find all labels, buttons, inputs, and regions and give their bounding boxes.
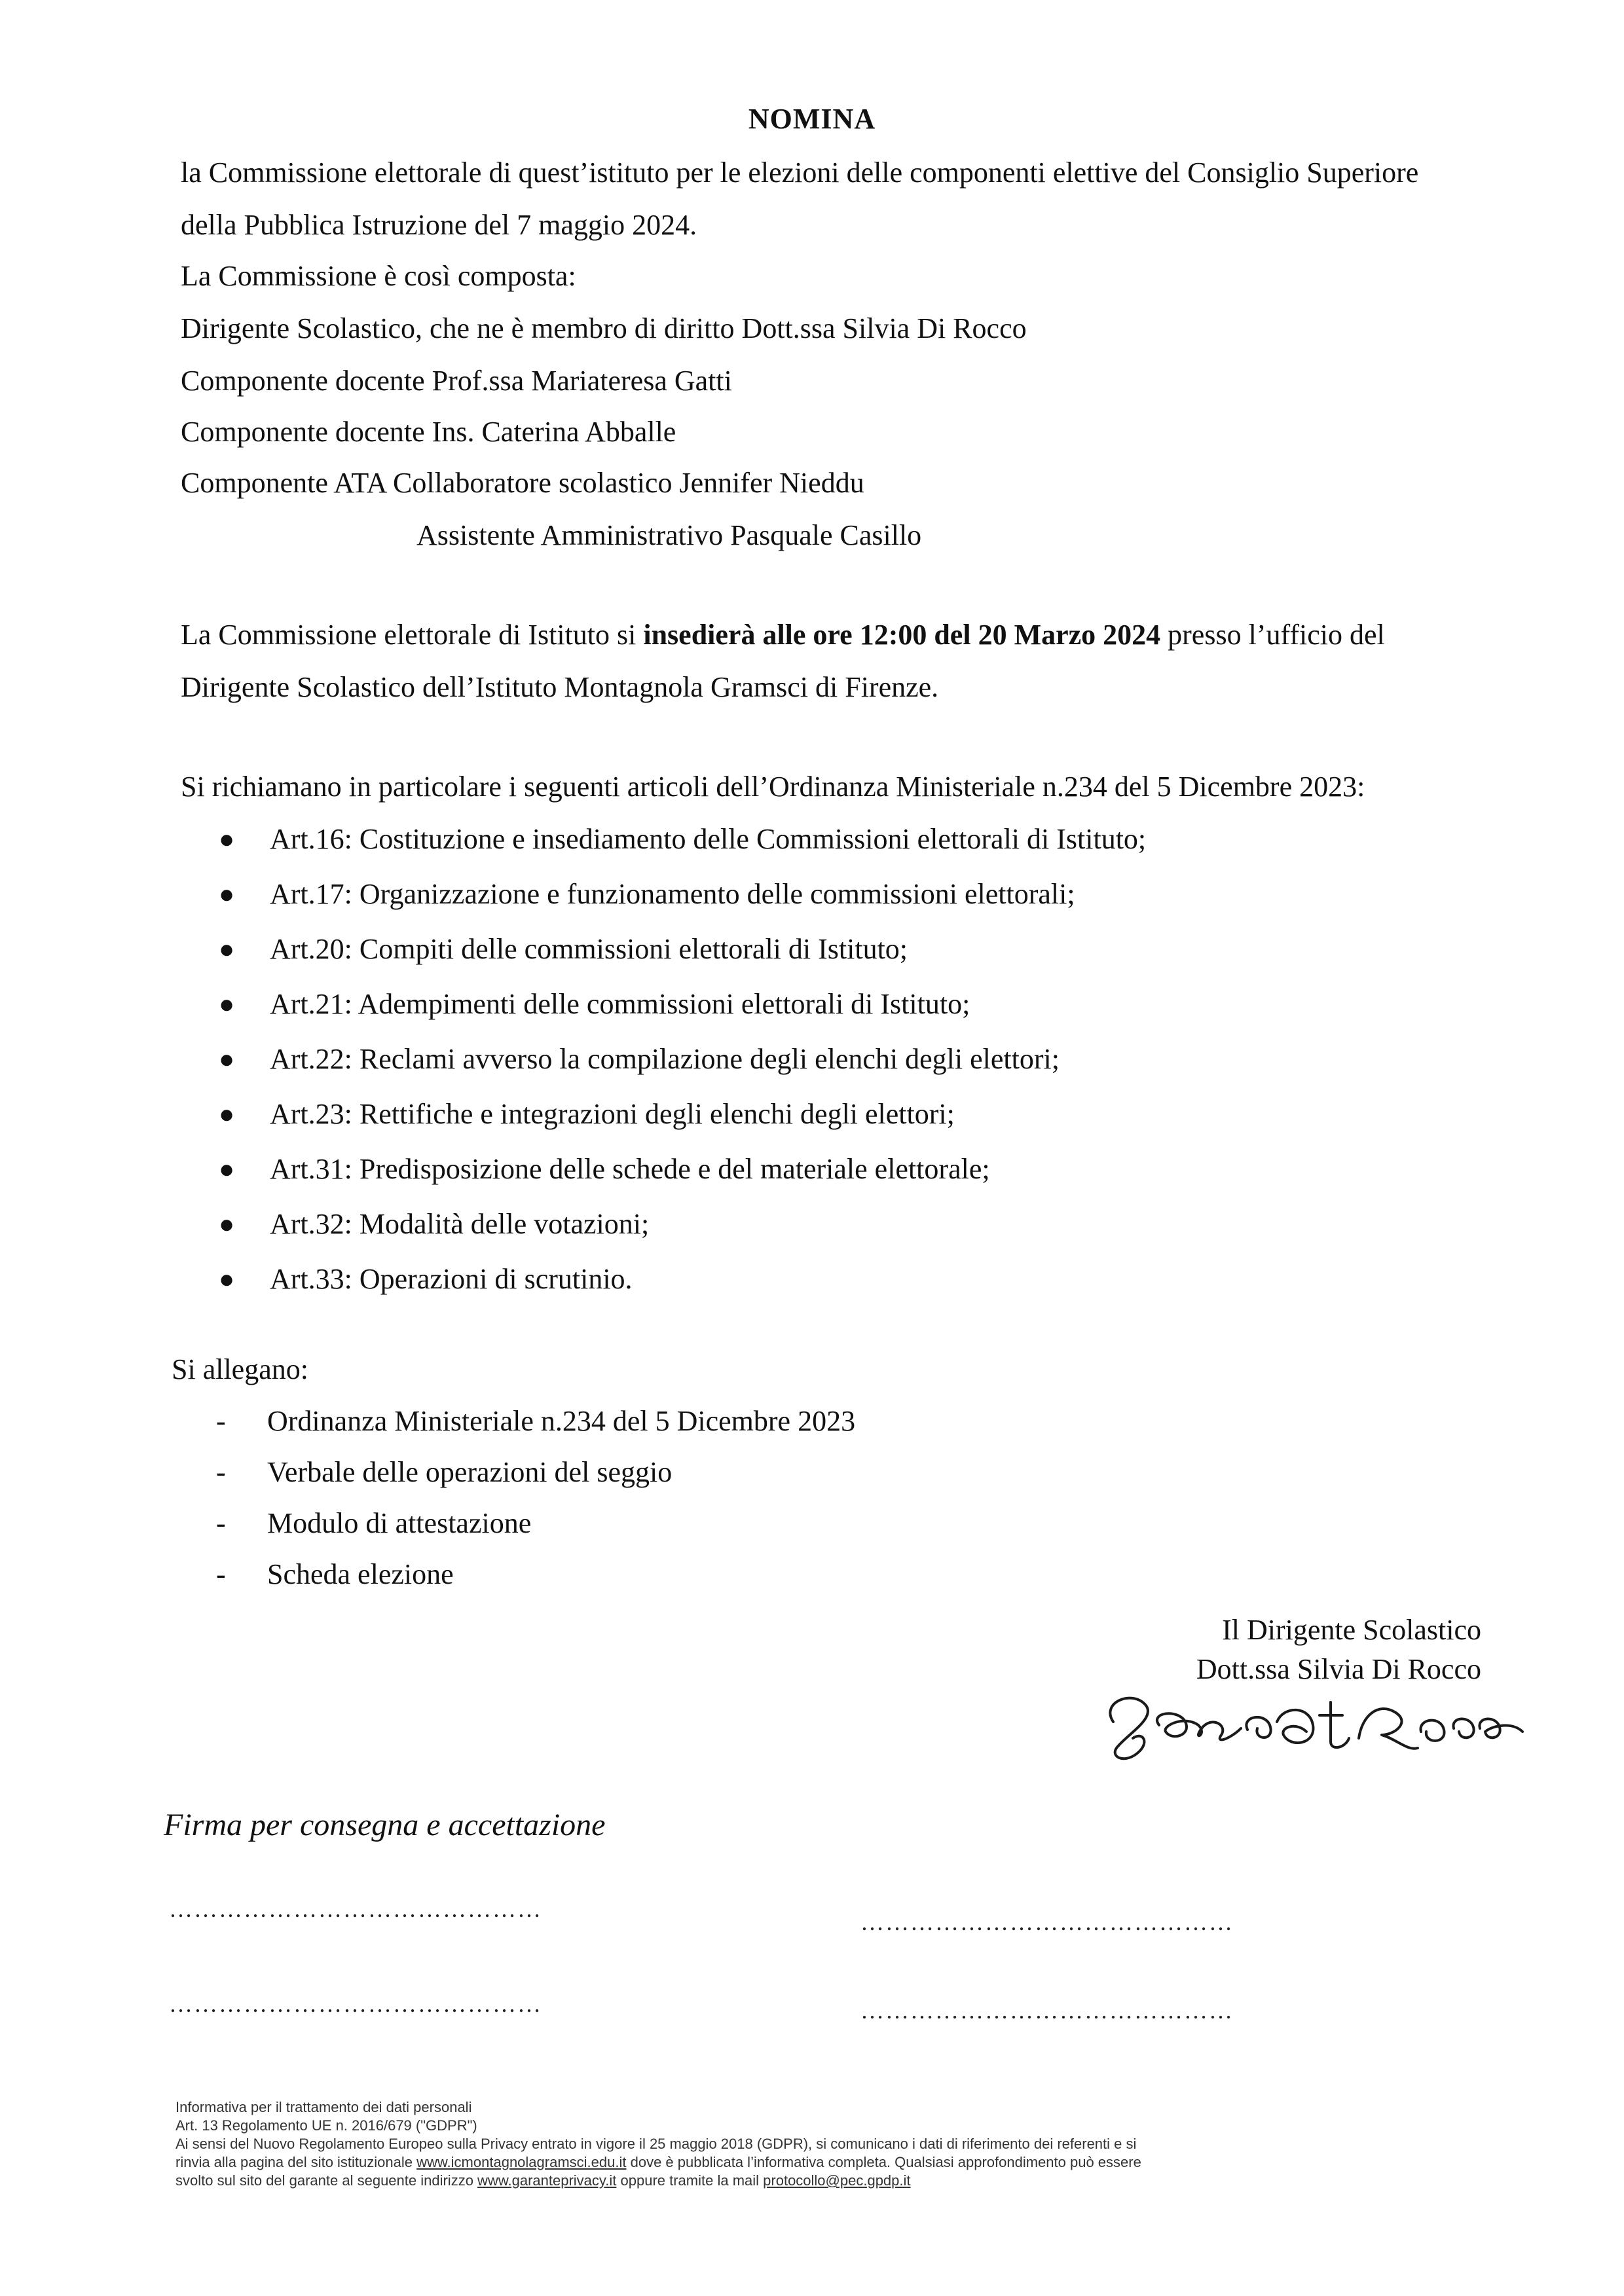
article-text: Art.33: Operazioni di scrutinio. xyxy=(270,1263,633,1295)
list-item xyxy=(219,812,1147,867)
bullet-icon: ● xyxy=(219,1264,235,1294)
privacy-footer xyxy=(175,2098,1446,2190)
footer-text: dove è pubblicata l’informativa completa. Qualsiasi approfondimento può essere xyxy=(626,2154,1141,2170)
member-line: Componente ATA Collaboratore scolastico Jennifer Nieddu xyxy=(181,467,864,499)
bullet-icon: ● xyxy=(219,1154,235,1184)
article-text: Art.21: Adempimenti delle commissioni elettorali di Istituto; xyxy=(270,988,970,1020)
member-line: Componente docente Prof.ssa Mariateresa Gatti xyxy=(181,365,732,397)
article-text: Art.20: Compiti delle commissioni elettorali di Istituto; xyxy=(270,933,908,965)
dotted-signature-line: ……………………………………… xyxy=(860,1909,1234,1935)
intro-line-2: della Pubblica Istruzione del 7 maggio 2024. xyxy=(181,209,697,241)
article-text: Art.32: Modalità delle votazioni; xyxy=(270,1208,650,1240)
list-item xyxy=(219,1087,1146,1142)
member-line: Dirigente Scolastico, che ne è membro di diritto Dott.ssa Silvia Di Rocco xyxy=(181,312,1027,344)
bullet-icon: ● xyxy=(219,824,235,854)
article-text: Art.31: Predisposizione delle schede e del materiale elettorale; xyxy=(270,1153,990,1185)
attachment-text: Verbale delle operazioni del seggio xyxy=(267,1456,673,1488)
list-item xyxy=(219,977,1146,1032)
footer-text: rinvia alla pagina del sito istituzionale xyxy=(175,2154,417,2170)
garante-link[interactable]: www.garanteprivacy.it xyxy=(477,2172,617,2189)
attachments-intro: Si allegano: xyxy=(172,1353,308,1385)
dotted-signature-line: ……………………………………… xyxy=(860,1997,1234,2024)
footer-line: Informativa per il trattamento dei dati personali xyxy=(175,2099,472,2115)
handwritten-signature xyxy=(1087,1676,1532,1774)
articles-list xyxy=(219,812,1147,1307)
footer-line: Ai sensi del Nuovo Regolamento Europeo sulla Privacy entrato in vigore il 25 maggio 2018 (GDPR), si comunicano i dati di riferimento dei referenti e si xyxy=(175,2136,1137,2152)
dotted-signature-line: ……………………………………… xyxy=(169,1991,542,2017)
bullet-icon: ● xyxy=(219,989,235,1019)
list-item xyxy=(219,1142,1146,1197)
attachments-list xyxy=(216,1396,856,1600)
list-item xyxy=(216,1396,856,1447)
bullet-icon: ● xyxy=(219,1099,235,1129)
footer-text: svolto sul sito del garante al seguente indirizzo xyxy=(175,2172,478,2189)
article-text: Art.17: Organizzazione e funzionamento delle commissioni elettorali; xyxy=(270,878,1075,910)
meeting-line-1 xyxy=(181,618,1385,653)
attachment-text: Scheda elezione xyxy=(267,1558,454,1590)
heading: NOMINA xyxy=(748,103,876,135)
composition-intro: La Commissione è così composta: xyxy=(181,260,576,292)
meeting-line-2: Dirigente Scolastico dell’Istituto Montagnola Gramsci di Firenze. xyxy=(181,671,939,703)
list-item xyxy=(216,1498,855,1549)
acceptance-label: Firma per consegna e accettazione xyxy=(164,1808,606,1842)
bullet-icon: ● xyxy=(219,1044,235,1074)
dash-icon: - xyxy=(216,1405,226,1437)
intro-line-1: la Commissione elettorale di quest’istituto per le elezioni delle componenti elettive del Consiglio Superiore xyxy=(181,156,1419,189)
list-item xyxy=(219,867,1146,922)
article-text: Art.23: Rettifiche e integrazioni degli elenchi degli elettori; xyxy=(270,1098,955,1130)
bullet-icon: ● xyxy=(219,1209,235,1239)
articles-intro: Si richiamano in particolare i seguenti articoli dell’Ordinanza Ministeriale n.234 del 5 Dicembre 2023: xyxy=(181,771,1365,803)
footer-text: oppure tramite la mail xyxy=(616,2172,764,2189)
list-item xyxy=(216,1549,855,1600)
list-item xyxy=(219,922,1146,977)
signatory-role: Il Dirigente Scolastico xyxy=(1222,1614,1481,1646)
dash-icon: - xyxy=(216,1456,226,1488)
attachment-text: Modulo di attestazione xyxy=(267,1507,532,1539)
member-line: Assistente Amministrativo Pasquale Casillo xyxy=(416,519,922,551)
list-item xyxy=(219,1032,1146,1087)
list-item xyxy=(219,1252,1146,1307)
email-link[interactable]: protocollo@pec.gpdp.it xyxy=(763,2172,911,2189)
dash-icon: - xyxy=(216,1507,226,1539)
member-line: Componente docente Ins. Caterina Abballe xyxy=(181,416,676,448)
bullet-icon: ● xyxy=(219,934,235,964)
dash-icon: - xyxy=(216,1558,226,1590)
meeting-datetime: insedierà alle ore 12:00 del 20 Marzo 2024 xyxy=(643,619,1161,651)
signatory-name: Dott.ssa Silvia Di Rocco xyxy=(1196,1653,1481,1685)
footer-line xyxy=(175,2153,1446,2172)
footer-line: Art. 13 Regolamento UE n. 2016/679 ("GDPR") xyxy=(175,2117,477,2134)
list-item xyxy=(219,1197,1146,1252)
dotted-signature-line: ……………………………………… xyxy=(169,1896,542,1922)
attachment-text: Ordinanza Ministeriale n.234 del 5 Dicembre 2023 xyxy=(267,1405,856,1437)
website-link[interactable]: www.icmontagnolagramsci.edu.it xyxy=(416,2154,627,2170)
article-text: Art.16: Costituzione e insediamento delle Commissioni elettorali di Istituto; xyxy=(270,823,1147,855)
list-item xyxy=(216,1447,855,1498)
footer-line xyxy=(175,2172,1446,2190)
meeting-text: presso l’ufficio del xyxy=(1160,619,1385,651)
meeting-text: La Commissione elettorale di Istituto si xyxy=(181,619,644,651)
article-text: Art.22: Reclami avverso la compilazione degli elenchi degli elettori; xyxy=(270,1043,1060,1075)
bullet-icon: ● xyxy=(219,879,235,909)
